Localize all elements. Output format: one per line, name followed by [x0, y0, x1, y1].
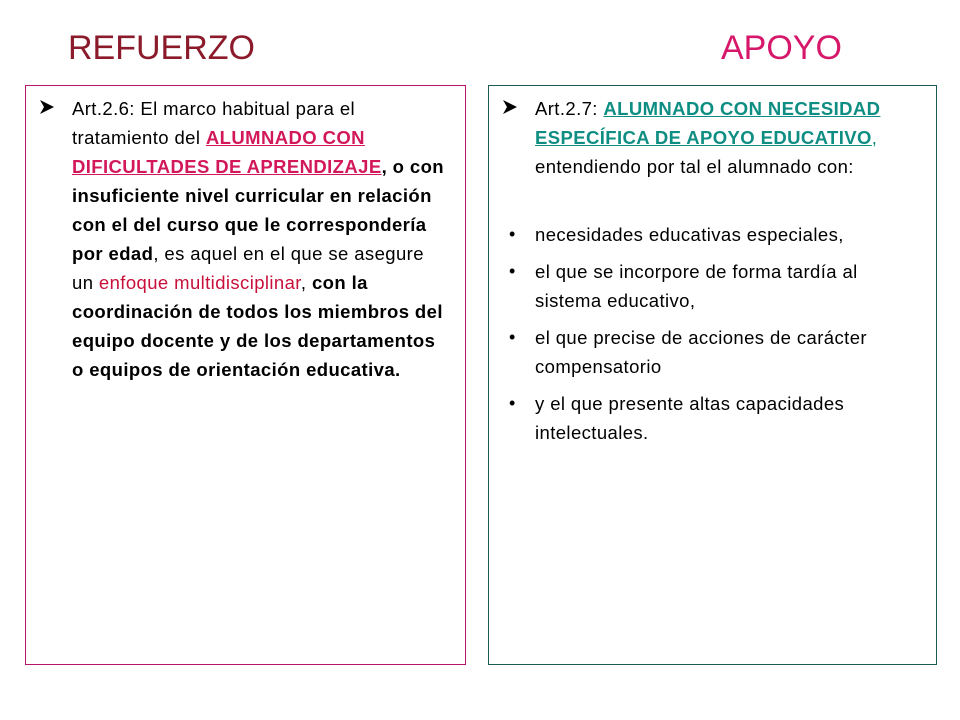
title-apoyo: APOYO	[721, 29, 842, 67]
bullet-dot-icon: •	[509, 393, 516, 413]
refuerzo-insuficiente-nivel: , o con insuficiente nivel curricular en relación con el del curso que le correspondería por edad	[72, 156, 444, 264]
refuerzo-panel	[25, 85, 466, 665]
apoyo-after-link: entendiendo por tal el alumnado con:	[535, 156, 854, 177]
refuerzo-coordinacion: con la coordinación de todos los miembros del equipo docente y de los departamentos o equipos de orientación educativa.	[72, 272, 443, 380]
bullet-dot-icon: •	[509, 224, 516, 244]
refuerzo-paragraph	[72, 94, 444, 384]
apoyo-intro: Art.2.7:	[535, 98, 604, 119]
list-item-text: necesidades educativas especiales,	[535, 224, 844, 245]
list-item-text: el que precise de acciones de carácter compensatorio	[535, 327, 867, 377]
bullet-dot-icon: •	[509, 327, 516, 347]
arrow-right-bullet-icon	[39, 99, 55, 115]
refuerzo-intro: Art.2.6: El marco habitual para el tratamiento del	[72, 98, 356, 148]
list-item	[499, 389, 919, 447]
bullet-dot-icon: •	[509, 261, 516, 281]
arrow-right-bullet-icon	[502, 99, 518, 115]
refuerzo-middle-text: , es aquel en el que se asegure un	[72, 243, 424, 293]
apoyo-link-alumnado-necesidad[interactable]: ALUMNADO CON NECESIDAD ESPECÍFICA DE APOYO EDUCATIVO	[535, 98, 881, 148]
apoyo-bullet-list	[499, 220, 919, 455]
refuerzo-comma: ,	[300, 272, 312, 293]
apoyo-panel	[488, 85, 937, 665]
refuerzo-link-alumnado-dificultades[interactable]: ALUMNADO CON DIFICULTADES DE APRENDIZAJE	[72, 127, 382, 177]
apoyo-paragraph	[535, 94, 921, 181]
list-item-text: el que se incorpore de forma tardía al sistema educativo,	[535, 261, 858, 311]
list-item-text: y el que presente altas capacidades intelectuales.	[535, 393, 845, 443]
list-item	[499, 257, 919, 315]
list-item	[499, 220, 919, 249]
list-item	[499, 323, 919, 381]
refuerzo-enfoque-multidisciplinar: enfoque multidisciplinar	[98, 272, 301, 293]
apoyo-comma: ,	[871, 127, 878, 148]
title-refuerzo: REFUERZO	[68, 29, 255, 67]
